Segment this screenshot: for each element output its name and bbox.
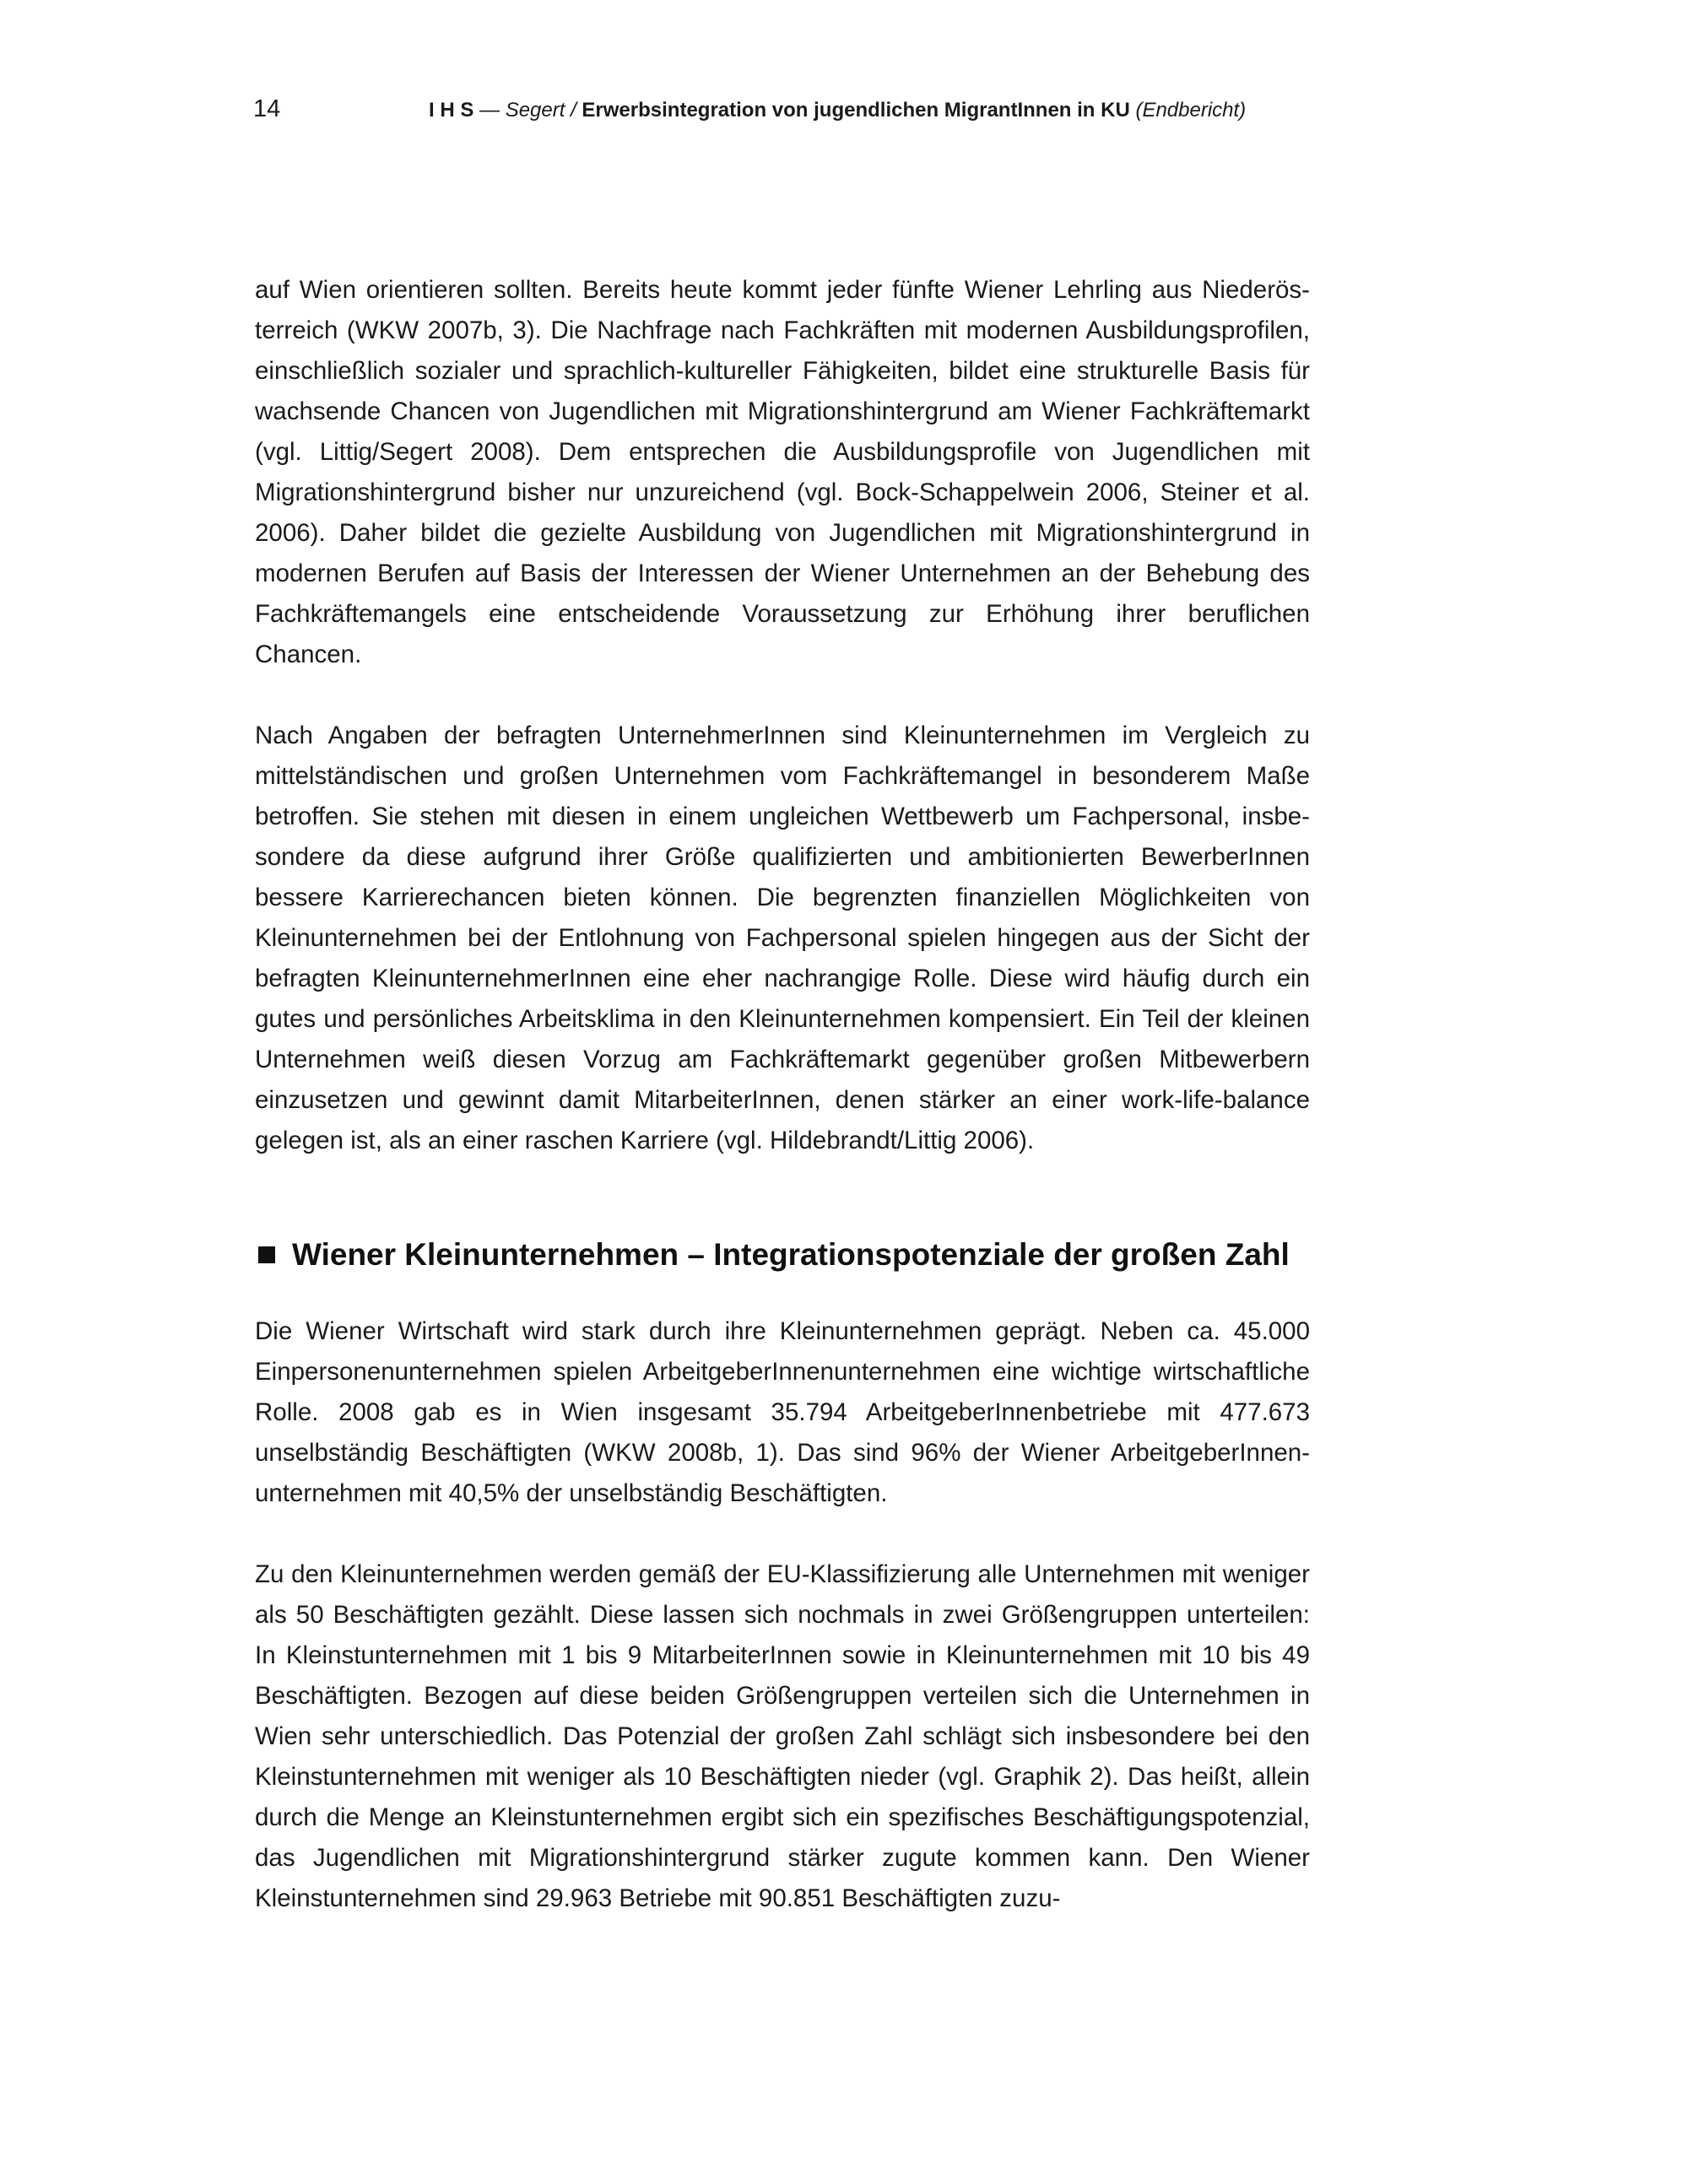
running-header [429, 98, 1246, 123]
paragraph-1: auf Wien orientieren sollten. Bereits heute kommt jeder fünfte Wiener Lehrling aus Niederösterreich (WKW 2007b, 3). Die Nachfrage nach Fachkräften mit modernen Ausbildungsprofilen, einschließlich sozialer und sprachlich-kultureller Fähigkeiten, bildet eine strukturelle Basis für wachsende Chancen von Jugendlichen mit Migrationshintergrund am Wiener Fachkräftemarkt (vgl. Littig/Segert 2008). Dem entsprechen die Ausbildungsprofile von Jugendlichen mit Migrationshintergrund bisher nur unzureichend (vgl. Bock-Schappelwein 2006, Steiner et al. 2006). Daher bildet die gezielte Ausbildung von Jugendlichen mit Migrationshintergrund in modernen Berufen auf Basis der Interessen der Wiener Unternehmen an der Behebung des Fachkräftemangels eine entscheidende Voraussetzung zur Erhöhung ihrer beruflichen Chancen. [255, 276, 1310, 668]
page-number: 14 [253, 95, 281, 122]
paragraph-4: Zu den Kleinunternehmen werden gemäß der EU-Klassifizierung alle Unternehmen mit weniger als 50 Beschäftigten gezählt. Diese lassen sich nochmals in zwei Größengruppen unterteilen: In Kleinstunternehmen mit 1 bis 9 MitarbeiterInnen sowie in Kleinunternehmen mit 10 bis 49 Beschäftigten. Bezogen auf diese beiden Größengruppen verteilen sich die Unternehmen in Wien sehr unterschiedlich. Das Potenzial der großen Zahl schlägt sich insbesondere bei den Kleinstunternehmen mit weniger als 10 Beschäftigten nieder (vgl. Graphik 2). Das heißt, allein durch die Menge an Kleinstunternehmen ergibt sich ein spezifisches Beschäftigungspotenzial, das Jugendlichen mit Migrationshintergrund stärker zugute kommen kann. Den Wiener Kleinstunternehmen sind 29.963 Betriebe mit 90.851 Beschäftigten zuzu- [255, 1560, 1310, 1912]
header-title: Erwerbsintegration von jugendlichen MigrantInnen in KU [582, 99, 1130, 122]
paragraph-2: Nach Angaben der befragten UnternehmerInnen sind Kleinunternehmen im Vergleich zu mittelständischen und großen Unternehmen vom Fachkräftemangel in besonderem Maße betroffen. Sie stehen mit diesen in einem ungleichen Wettbewerb um Fachpersonal, insbesondere da diese aufgrund ihrer Größe qualifizierten und ambitionierten BewerberInnen bessere Karrierechancen bieten können. Die begrenzten finanziellen Möglichkeiten von Kleinunternehmen bei der Entlohnung von Fachpersonal spielen hingegen aus der Sicht der befragten KleinunternehmerInnen eine eher nachrangige Rolle. Diese wird häufig durch ein gutes und persönliches Arbeitsklima in den Kleinunternehmen kompensiert. Ein Teil der kleinen Unternehmen weiß diesen Vorzug am Fachkräftemarkt gegenüber großen Mitbewerbern einzusetzen und gewinnt damit MitarbeiterInnen, denen stärker an einer work-life-balance gelegen ist, als an einer raschen Karriere (vgl. Hildebrandt/Littig 2006). [255, 722, 1310, 1154]
header-report-type: (Endbericht) [1135, 99, 1247, 122]
section-heading-text: Wiener Kleinunternehmen – Integrationspotenziale der großen Zahl [292, 1237, 1290, 1272]
section-heading [255, 1235, 1310, 1275]
paragraph-3: Die Wiener Wirtschaft wird stark durch ihre Kleinunternehmen geprägt. Neben ca. 45.000 Einpersonenunternehmen spielen ArbeitgeberInnenunternehmen eine wichtige wirtschaftliche Rolle. 2008 gab es in Wien insgesamt 35.794 ArbeitgeberInnenbetriebe mit 477.673 unselbständig Beschäftigten (WKW 2008b, 1). Das sind 96% der Wiener ArbeitgeberInnenunternehmen mit 40,5% der unselbständig Beschäftigten. [255, 1317, 1310, 1507]
square-bullet-icon [258, 1246, 275, 1263]
header-author: Segert / [505, 99, 582, 122]
header-institute: I H S [429, 99, 474, 122]
header-separator: — [473, 99, 506, 122]
body-text [255, 270, 1310, 1919]
